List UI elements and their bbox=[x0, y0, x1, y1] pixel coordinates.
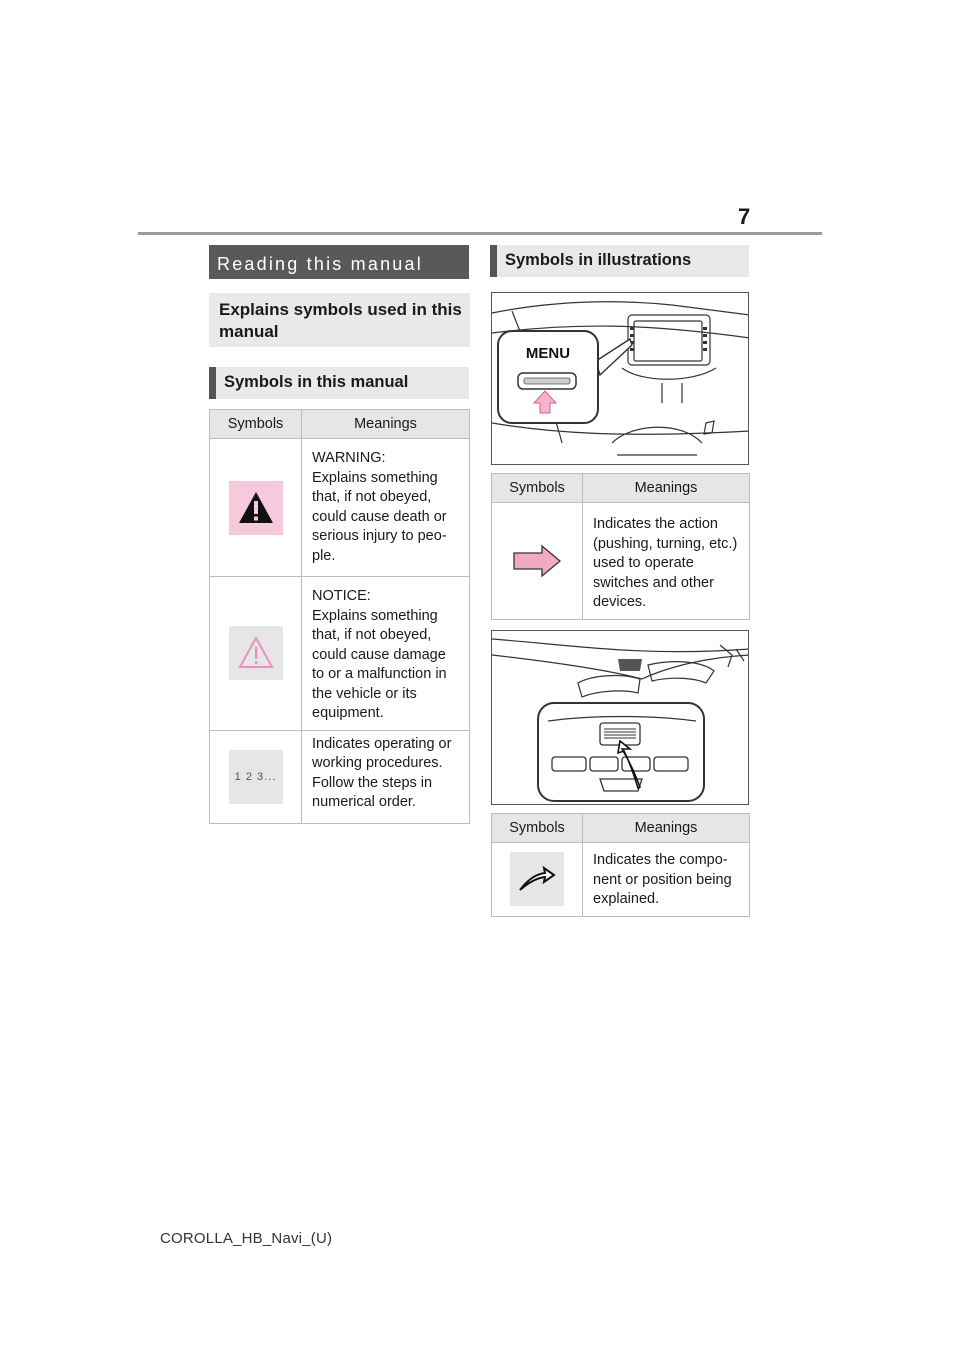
meaning-line: the vehicle or its bbox=[312, 685, 417, 702]
numbered-steps-icon bbox=[229, 750, 283, 804]
symbols-column-header: Symbols bbox=[210, 410, 302, 439]
warning-triangle-icon bbox=[229, 481, 283, 535]
symbol-cell bbox=[210, 439, 302, 577]
meaning-line: used to operate bbox=[593, 555, 694, 571]
numbered-steps-text: 1 2 3... bbox=[234, 770, 277, 783]
meaning-line: ple. bbox=[312, 547, 336, 564]
meaning-line: Indicates the action bbox=[593, 516, 718, 532]
meaning-line: WARNING: bbox=[312, 450, 386, 466]
meaning-line: Follow the steps in bbox=[312, 774, 433, 791]
section-title-reading-manual: Reading this manual bbox=[209, 245, 469, 279]
table-title-symbols-manual: Symbols in this manual bbox=[209, 367, 469, 399]
meaning-cell bbox=[583, 843, 750, 917]
meaning-line: NOTICE: bbox=[312, 588, 371, 604]
meaning-line: explained. bbox=[593, 891, 660, 907]
meaning-line: Indicates the compo- bbox=[593, 852, 728, 868]
symbols-column-header: Symbols bbox=[492, 814, 583, 843]
symbol-cell bbox=[210, 730, 302, 823]
meaning-line: could cause damage bbox=[312, 646, 446, 663]
symbols-manual-table bbox=[209, 409, 470, 824]
meanings-column-header: Meanings bbox=[583, 474, 750, 503]
meaning-line: Indicates operating or bbox=[312, 735, 452, 752]
table-header-row bbox=[210, 410, 470, 439]
meaning-line: could cause death or bbox=[312, 508, 447, 525]
table-row bbox=[492, 503, 750, 620]
dashboard-drawing bbox=[492, 293, 749, 465]
subsection-title bbox=[209, 293, 470, 347]
meaning-line: working procedures. bbox=[312, 755, 443, 771]
meaning-line: nent or position being bbox=[593, 871, 732, 888]
meaning-line: (pushing, turning, etc.) bbox=[593, 535, 738, 552]
meaning-line: that, if not obeyed, bbox=[312, 489, 432, 505]
table-row bbox=[210, 439, 470, 577]
meaning-line: serious injury to peo- bbox=[312, 528, 447, 544]
meaning-line: switches and other bbox=[593, 574, 714, 591]
table-row bbox=[210, 577, 470, 731]
meaning-line: devices. bbox=[593, 594, 647, 610]
symbol-cell bbox=[492, 843, 583, 917]
meaning-cell bbox=[302, 730, 470, 823]
table-header-row bbox=[492, 474, 750, 503]
section-title-symbols-illustrations: Symbols in illustrations bbox=[490, 245, 749, 277]
table-row bbox=[492, 843, 750, 917]
overhead-console-drawing bbox=[492, 631, 749, 805]
document-footer: COROLLA_HB_Navi_(U) bbox=[160, 1230, 333, 1247]
dashboard-illustration bbox=[491, 292, 749, 465]
subsection-title-text: Explains symbols used in this manual bbox=[219, 300, 462, 341]
meanings-column-header: Meanings bbox=[302, 410, 470, 439]
notice-triangle-icon bbox=[229, 626, 283, 680]
meaning-line: to or a malfunction in bbox=[312, 666, 447, 682]
symbol-cell bbox=[492, 503, 583, 620]
meaning-line: numerical order. bbox=[312, 794, 416, 810]
header-rule bbox=[138, 232, 822, 235]
meaning-cell bbox=[583, 503, 750, 620]
meaning-cell bbox=[302, 577, 470, 731]
meaning-line: that, if not obeyed, bbox=[312, 627, 432, 643]
pointer-arrow-icon bbox=[510, 852, 564, 906]
symbols-column-header: Symbols bbox=[492, 474, 583, 503]
meaning-cell bbox=[302, 439, 470, 577]
action-arrow-icon bbox=[510, 534, 564, 588]
table-header-row bbox=[492, 814, 750, 843]
symbols-illustration-table-2 bbox=[491, 813, 750, 917]
symbols-illustration-table-1 bbox=[491, 473, 750, 620]
table-row bbox=[210, 730, 470, 823]
menu-label: MENU bbox=[525, 345, 571, 362]
meaning-line: Explains something bbox=[312, 607, 438, 624]
meanings-column-header: Meanings bbox=[583, 814, 750, 843]
meaning-line: Explains something bbox=[312, 469, 438, 486]
overhead-console-illustration bbox=[491, 630, 749, 805]
meaning-line: equipment. bbox=[312, 705, 384, 721]
symbol-cell bbox=[210, 577, 302, 731]
page-number: 7 bbox=[738, 204, 751, 229]
